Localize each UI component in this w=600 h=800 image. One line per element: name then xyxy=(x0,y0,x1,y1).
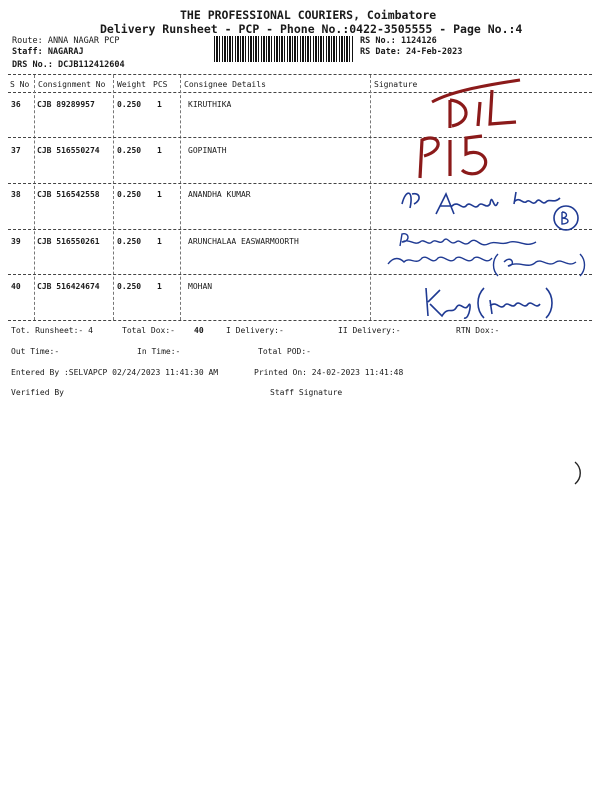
row-sno: 39 xyxy=(11,237,21,246)
row-weight: 0.250 xyxy=(117,282,142,291)
entered-by: Entered By :SELVAPCP 02/24/2023 11:41:30 AM xyxy=(11,368,219,377)
row-weight: 0.250 xyxy=(117,146,142,155)
row-pcs: 1 xyxy=(157,282,162,291)
col-sep xyxy=(180,75,181,320)
total-dox-label: Total Dox:- xyxy=(122,326,175,335)
row-consignment: CJB 516424674 xyxy=(37,282,100,291)
drs-number: DRS No.: DCJB112412604 xyxy=(12,60,125,70)
ii-delivery: II Delivery:- xyxy=(338,326,401,335)
row-pcs: 1 xyxy=(157,100,162,109)
rs-number: RS No.: 1124126 xyxy=(360,36,437,46)
row-pcs: 1 xyxy=(157,237,162,246)
row-weight: 0.250 xyxy=(117,237,142,246)
verified-by: Verified By xyxy=(11,388,64,397)
total-dox-value: 40 xyxy=(194,326,204,335)
tot-runsheet: Tot. Runsheet:- 4 xyxy=(11,326,93,335)
handwritten-p15-mark xyxy=(410,126,510,184)
row-sno: 40 xyxy=(11,282,21,291)
row-consignee: KIRUTHIKA xyxy=(188,100,232,109)
col-header-consignment: Consignment No xyxy=(38,80,106,89)
col-sep xyxy=(113,75,114,320)
row-sno: 37 xyxy=(11,146,21,155)
row-weight: 0.250 xyxy=(117,100,142,109)
col-header-weight: Weight xyxy=(117,80,146,89)
total-pod: Total POD:- xyxy=(258,347,311,356)
col-header-pcs: PCS xyxy=(153,80,168,89)
col-header-consignee: Consignee Details xyxy=(184,80,266,89)
row-consignment: CJB 89289957 xyxy=(37,100,95,109)
staff-signature: Staff Signature xyxy=(270,388,343,397)
row-sno: 38 xyxy=(11,190,21,199)
row-pcs: 1 xyxy=(157,146,162,155)
row-consignee: GOPINATH xyxy=(188,146,227,155)
signature-ananda-kumar xyxy=(396,180,586,236)
row-weight: 0.250 xyxy=(117,190,142,199)
row-consignment: CJB 516550261 xyxy=(37,237,100,246)
col-header-signature: Signature xyxy=(374,80,418,89)
col-sep xyxy=(34,75,35,320)
margin-bracket-mark xyxy=(572,460,584,486)
row-pcs: 1 xyxy=(157,190,162,199)
col-sep xyxy=(370,75,371,320)
row-consignee: ANANDHA KUMAR xyxy=(188,190,251,199)
i-delivery: I Delivery:- xyxy=(226,326,284,335)
in-time: In Time:- xyxy=(137,347,181,356)
staff-label: Staff: NAGARAJ xyxy=(12,47,84,57)
row-consignee: MOHAN xyxy=(188,282,213,291)
row-consignment: CJB 516542558 xyxy=(37,190,100,199)
out-time: Out Time:- xyxy=(11,347,60,356)
signature-padmavathi xyxy=(380,232,590,280)
rs-date: RS Date: 24-Feb-2023 xyxy=(360,47,463,57)
company-title: THE PROFESSIONAL COURIERS, Coimbatore xyxy=(180,8,437,22)
barcode xyxy=(214,36,354,62)
col-header-sno: S No xyxy=(10,80,30,89)
route-label: Route: ANNA NAGAR PCP xyxy=(12,36,120,46)
handwritten-dil-mark xyxy=(420,72,530,130)
signature-keinys-kamar xyxy=(420,280,570,322)
row-consignment: CJB 516550274 xyxy=(37,146,100,155)
row-consignee: ARUNCHALAA EASWARMOORTH xyxy=(188,237,299,246)
runsheet-title: Delivery Runsheet - PCP - Phone No.:0422-3505555 - Page No.:4 xyxy=(100,22,523,36)
rtn-dox: RTN Dox:- xyxy=(456,326,500,335)
printed-on: Printed On: 24-02-2023 11:41:48 xyxy=(254,368,404,377)
row-sno: 36 xyxy=(11,100,21,109)
